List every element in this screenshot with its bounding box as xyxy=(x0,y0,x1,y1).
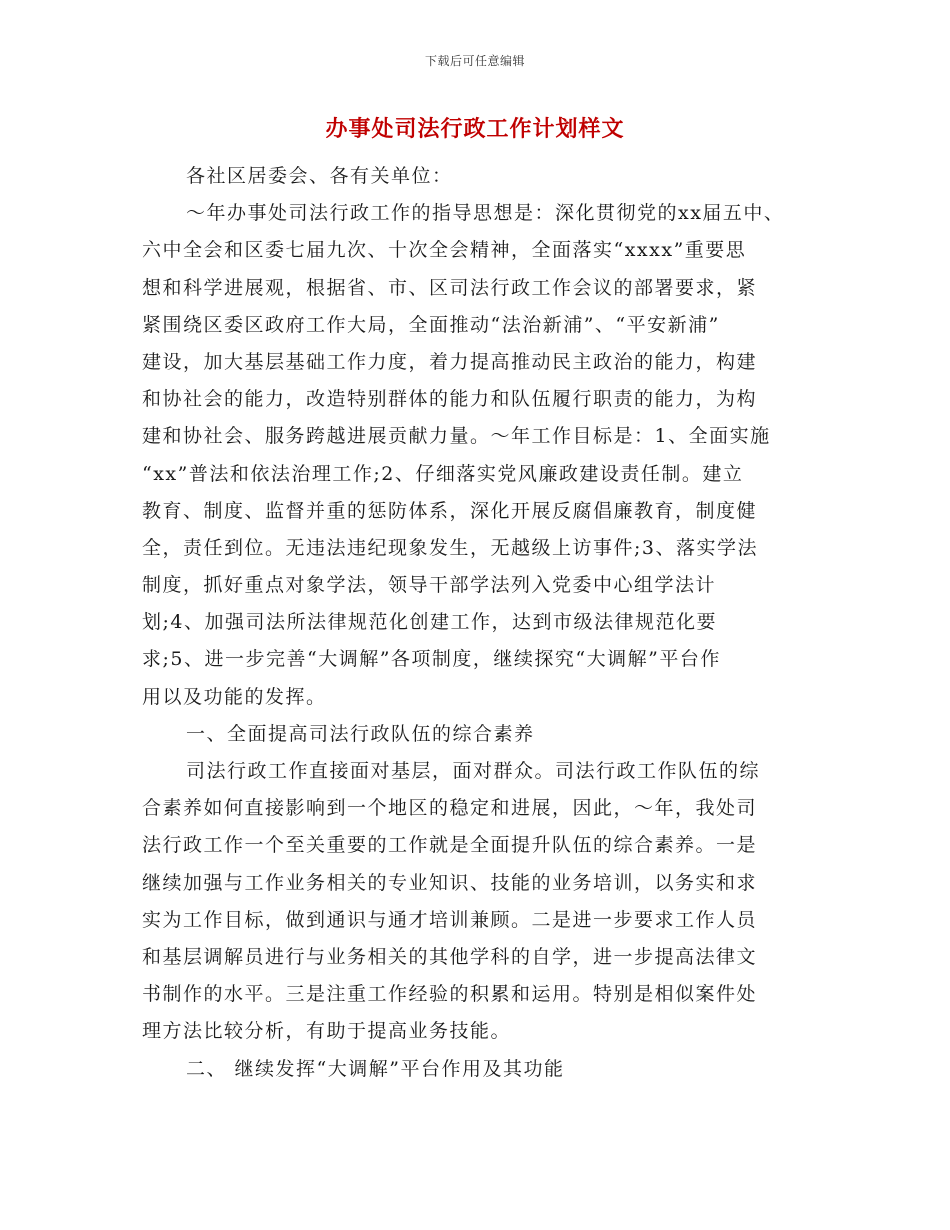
body-line: 紧围绕区委区政府工作大局，全面推动“法治新浦”、“平安新浦” xyxy=(142,313,720,336)
body-line: 六中全会和区委七届九次、十次全会精神，全面落实“xxxx”重要思 xyxy=(142,239,747,262)
body-line: 划;4、加强司法所法律规范化创建工作，达到市级法律规范化要 xyxy=(142,611,717,634)
body-line: 继续加强与工作业务相关的专业知识、技能的业务培训，以务实和求 xyxy=(142,871,758,894)
body-line: 想和科学进展观，根据省、市、区司法行政工作会议的部署要求，紧 xyxy=(142,276,758,299)
header-note: 下载后可任意编辑 xyxy=(424,54,525,68)
body-line: 和协社会的能力，改造特别群体的能力和队伍履行职责的能力，为构 xyxy=(142,388,758,411)
body-line: 实为工作目标，做到通识与通才培训兼顾。二是进一步要求工作人员 xyxy=(142,908,758,931)
body-line: 和基层调解员进行与业务相关的其他学科的自学，进一步提高法律文 xyxy=(142,945,758,968)
document-title: 办事处司法行政工作计划样文 xyxy=(325,116,625,142)
body-line: 求;5、进一步完善“大调解”各项制度，继续探究“大调解”平台作 xyxy=(142,648,721,671)
body-line: 合素养如何直接影响到一个地区的稳定和进展，因此，～年，我处司 xyxy=(142,797,758,820)
body-line: 全，责任到位。无违法违纪现象发生，无越级上访事件;3、落实学法 xyxy=(142,536,758,559)
body-line: 建设，加大基层基础工作力度，着力提高推动民主政治的能力，构建 xyxy=(142,350,758,373)
body-line: 用以及功能的发挥。 xyxy=(142,685,327,708)
body-line: 法行政工作一个至关重要的工作就是全面提升队伍的综合素养。一是 xyxy=(142,834,758,857)
body-line: 各社区居委会、各有关单位： xyxy=(186,165,453,187)
document-body xyxy=(142,158,812,1088)
body-line: 二、 继续发挥“大调解”平台作用及其功能 xyxy=(186,1057,565,1080)
body-line: 司法行政工作直接面对基层，面对群众。司法行政工作队伍的综 xyxy=(186,760,761,782)
body-line: 制度，抓好重点对象学法，领导干部学法列入党委中心组学法计 xyxy=(142,574,717,597)
body-line: 建和协社会、服务跨越进展贡献力量。～年工作目标是：1、全面实施 xyxy=(142,425,771,448)
body-line: 教育、制度、监督并重的惩防体系，深化开展反腐倡廉教育，制度健 xyxy=(142,499,758,522)
body-line: ～年办事处司法行政工作的指导思想是：深化贯彻党的xx届五中、 xyxy=(186,202,785,225)
body-line: “xx”普法和依法治理工作;2、仔细落实党风廉政建设责任制。建立 xyxy=(142,462,744,485)
body-line: 一、全面提高司法行政队伍的综合素养 xyxy=(186,722,535,745)
body-line: 理方法比较分析，有助于提高业务技能。 xyxy=(142,1020,512,1043)
body-line: 书制作的水平。三是注重工作经验的积累和运用。特别是相似案件处 xyxy=(142,983,758,1006)
